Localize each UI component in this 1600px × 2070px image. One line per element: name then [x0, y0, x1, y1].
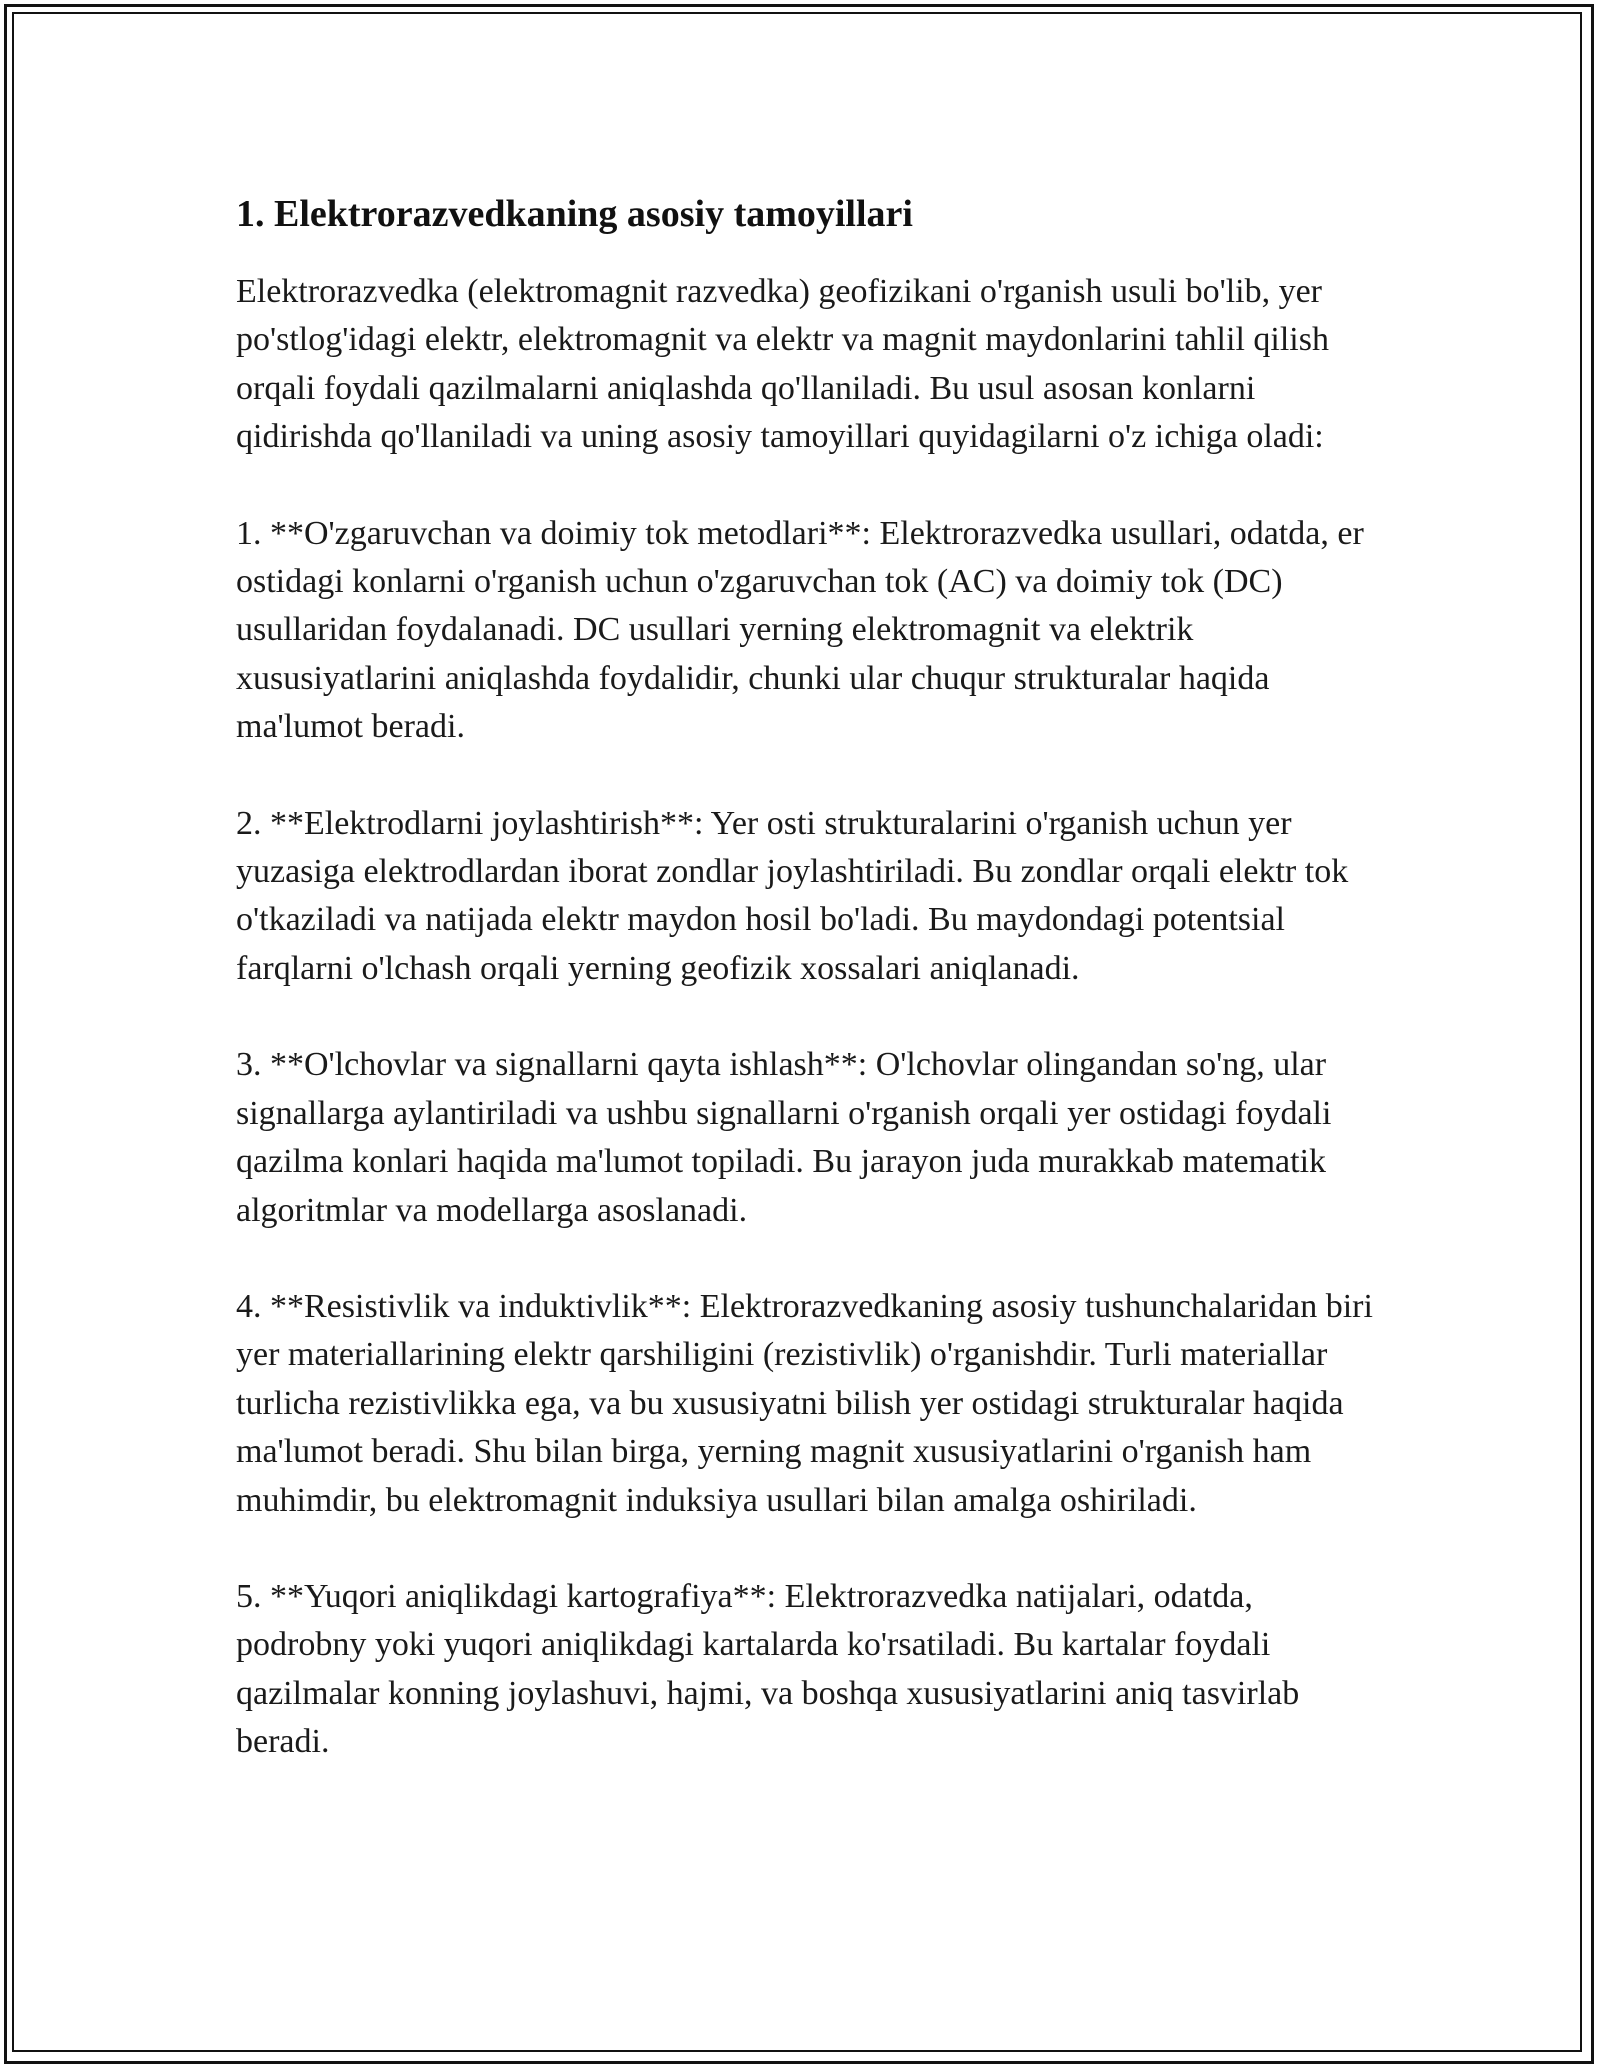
list-item-5: 5. **Yuqori aniqlikdagi kartografiya**: Elektrorazvedka natijalari, odatda, podrobny yoki yuqori aniqlikdagi kartalarda ko'rsatiladi. Bu kartalar foydali qazilmalar konning joylashuvi, hajmi, va boshqa xususiyatlarini aniq tasvirlab beradi.: [236, 1577, 1300, 1761]
page-title: 1. Elektrorazvedkaning asosiy tamoyillari: [236, 193, 913, 235]
list-item-1: 1. **O'zgaruvchan va doimiy tok metodlari**: Elektrorazvedka usullari, odatda, er ostidagi konlarni o'rganish uchun o'zgaruvchan tok (AC) va doimiy tok (DC) usullaridan foydalanadi. DC usullari yerning elektromagnit va elektrik xususiyatlarini aniqlashda foydalidir, chunki ular chuqur strukturalar haqida ma'lumot beradi.: [236, 514, 1364, 746]
document-body: [236, 186, 1376, 1815]
intro-paragraph: Elektrorazvedka (elektromagnit razvedka) geofizikani o'rganish usuli bo'lib, yer po'stlog'idagi elektr, elektromagnit va elektr va magnit maydonlarini tahlil qilish orqali foydali qazilmalarni aniqlashda qo'llaniladi. Bu usul asosan konlarni qidirishda qo'llaniladi va uning asosiy tamoyillari quyidagilarni o'z ichiga oladi:: [236, 273, 1329, 456]
list-item-3: 3. **O'lchovlar va signallarni qayta ishlash**: O'lchovlar olingandan so'ng, ular signallarga aylantiriladi va ushbu signallarni o'rganish orqali yer ostidagi foydali qazilma konlari haqida ma'lumot topiladi. Bu jarayon juda murakkab matematik algoritmlar va modellarga asoslanadi.: [236, 1046, 1332, 1229]
list-item-4: 4. **Resistivlik va induktivlik**: Elektrorazvedkaning asosiy tushunchalaridan biri yer materiallarining elektr qarshiligini (rezistivlik) o'rganishdir. Turli materiallar turlicha rezistivlikka ega, va bu xususiyatni bilish yer ostidagi strukturalar haqida ma'lumot beradi. Shu bilan birga, yerning magnit xususiyatlarini o'rganish ham muhimdir, bu elektromagnit induksiya usullari bilan amalga oshiriladi.: [236, 1287, 1373, 1519]
list-item-2: 2. **Elektrodlarni joylashtirish**: Yer osti strukturalarini o'rganish uchun yer yuzasiga elektrodlardan iborat zondlar joylashtiriladi. Bu zondlar orqali elektr tok o'tkaziladi va natijada elektr maydon hosil bo'ladi. Bu maydondagi potentsial farqlarni o'lchash orqali yerning geofizik xossalari aniqlanadi.: [236, 804, 1349, 987]
